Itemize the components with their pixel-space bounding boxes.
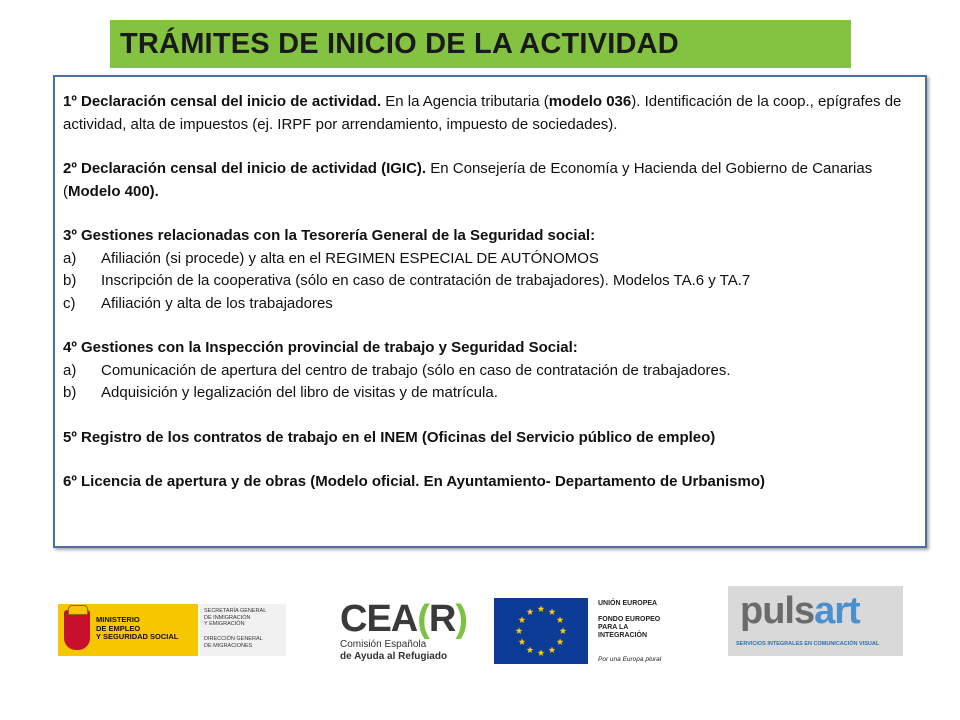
step-6: 6º Licencia de apertura y de obras (Modelo oficial. En Ayuntamiento- Departamento de Urbanismo) [63,473,766,490]
cear-wordmark: CEA(R) [340,598,467,640]
eu-star [527,608,534,615]
eu-line-1: UNIÓN EUROPEA [598,600,658,607]
eu-stars-icon [494,598,588,664]
list-marker: b) [63,272,77,289]
eu-star [557,616,564,623]
title-banner [110,20,851,68]
list-item [63,293,919,316]
step-4-heading: 4º Gestiones con la Inspección provincial de trabajo y Seguridad Social: [63,339,578,356]
step-2-title: 2º Declaración censal del inicio de actividad (IGIC). [63,160,427,177]
list-item [63,270,919,293]
content-box [53,75,927,548]
step-2-model: Modelo 400). [68,182,159,200]
list-item [63,360,919,383]
pulsart-tagline: SERVICIOS INTEGRALES EN COMUNICACIÓN VISUAL [736,641,880,647]
step-2-text: En Consejería de Economía y Hacienda del Gobierno de Canarias ( [63,160,873,200]
list-item-text: Afiliación (si procede) y alta en el REGIMEN ESPECIAL DE AUTÓNOMOS [101,249,599,267]
list-item [63,382,919,405]
page-title: TRÁMITES DE INICIO DE LA ACTIVIDAD [120,28,679,60]
eu-star [549,608,556,615]
eu-logo [494,598,694,664]
eu-star [519,616,526,623]
eu-line-2: FONDO EUROPEO [598,616,661,623]
list-item-text: Comunicación de apertura del centro de trabajo (sólo en caso de contratación de trabajadores. [101,361,731,379]
list-item-text: Inscripción de la cooperativa (sólo en caso de contratación de trabajadores). Modelos TA.6 y TA.7 [101,272,751,289]
pulsart-wordmark: pulsart [740,590,860,632]
eu-star [538,649,545,656]
content-text [63,91,919,516]
step-5: 5º Registro de los contratos de trabajo en el INEM (Oficinas del Servicio público de empleo) [63,428,716,446]
list-marker: c) [63,294,76,312]
step-3-heading: 3º Gestiones relacionadas con la Tesorería General de la Seguridad social: [63,227,596,244]
list-item [63,248,919,271]
step-1-model: modelo 036 [548,93,632,110]
eu-motto: Por una Europa plural [598,656,662,663]
crown-icon [68,605,88,615]
eu-star [557,638,564,645]
cear-line-1: Comisión Española [340,639,427,650]
logo-strip [0,584,960,674]
eu-star [549,646,556,653]
eu-star [519,638,526,645]
step-1 [63,91,919,136]
ministerio-logo [58,604,286,656]
list-marker: a) [63,249,77,267]
step-3 [63,225,919,315]
step-1-text-a: En la Agencia tributaria ( [381,93,549,110]
list-marker: a) [63,361,77,379]
eu-star [560,627,567,634]
direccion-text: DIRECCIÓN GENERAL DE MIGRACIONES [204,636,263,649]
eu-flag-icon [494,598,588,664]
secretaria-text: SECRETARÍA GENERAL DE INMIGRACIÓN Y EMIGRACIÓN [204,608,267,627]
eu-line-3: PARA LA [598,624,629,631]
eu-star [516,627,523,634]
pulsart-logo [728,586,903,656]
step-2 [63,158,919,203]
cear-line-2: de Ayuda al Refugiado [340,651,448,662]
list-marker: b) [63,384,77,401]
step-4 [63,337,919,405]
list-item-text: Afiliación y alta de los trabajadores [101,294,333,312]
step-1-text-b: ). Identificación de la coop., epígrafes de actividad, alta de impuestos (ej. IRPF por arrendamiento, impuesto de sociedades). [63,93,902,133]
cear-logo [340,598,467,662]
eu-line-4: INTEGRACIÓN [598,632,647,639]
step-1-title: 1º Declaración censal del inicio de actividad. [63,93,382,110]
list-item-text: Adquisición y legalización del libro de visitas y de matrícula. [101,384,498,401]
eu-star [538,605,545,612]
ministerio-name: MINISTERIO DE EMPLEO Y SEGURIDAD SOCIAL [96,615,179,641]
eu-star [527,646,534,653]
coat-of-arms-icon [64,610,90,650]
